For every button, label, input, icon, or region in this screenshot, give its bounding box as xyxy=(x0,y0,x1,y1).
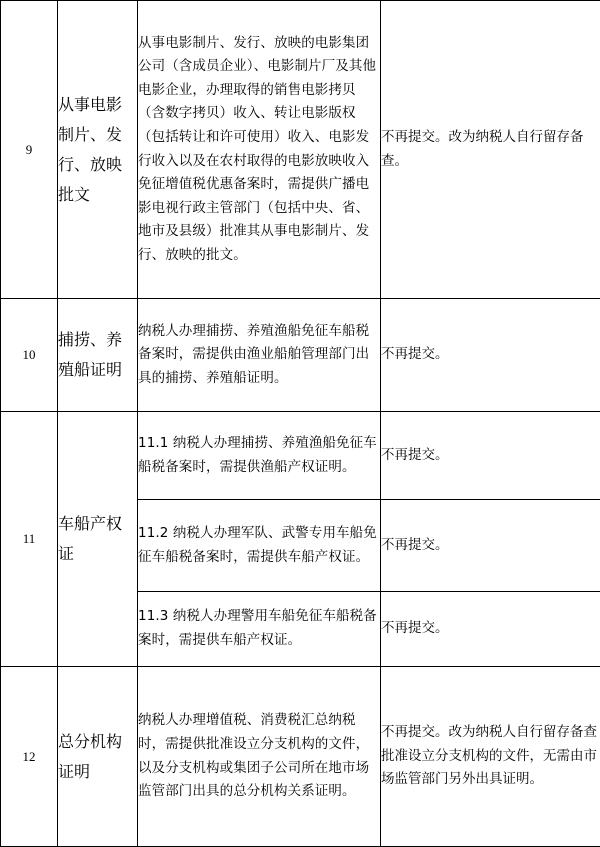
certificate-content: 纳税人办理捕捞、养殖渔船免征车船税备案时，需提供由渔业船舶管理部门出具的捕捞、养殖船证明。 xyxy=(138,299,381,412)
certificate-sub-content: 11.2 纳税人办理军队、武警专用车船免征车船税备案时，需提供车船产权证。 xyxy=(138,500,381,592)
certificate-name: 车船产权证 xyxy=(58,412,138,667)
certificate-content: 从事电影制片、发行、放映的电影集团公司（含成员企业）、电影制片厂及其他电影企业，办理取得的销售电影拷贝（含数字拷贝）收入、转让电影版权（包括转让和许可使用）收入、电影发行收入以及在农村取得的电影放映收入免征增值税优惠备案时，需提供广播电影电视行政主管部门（包括中央、省、地市及县级）批准其从事电影制片、发行、放映的批文。 xyxy=(138,1,381,299)
certificate-sub-content: 11.1 纳税人办理捕捞、养殖渔船免征车船税备案时，需提供渔船产权证明。 xyxy=(138,412,381,500)
handling-result: 不再提交。 xyxy=(381,500,600,592)
certificate-name: 总分机构证明 xyxy=(58,667,138,847)
certificate-name: 从事电影制片、发行、放映批文 xyxy=(58,1,138,299)
row-number: 9 xyxy=(1,1,58,299)
row-number: 10 xyxy=(1,299,58,412)
table-row xyxy=(1,667,600,847)
table-row xyxy=(1,299,600,412)
certificate-sub-content: 11.3 纳税人办理警用车船免征车船税备案时，需提供车船产权证。 xyxy=(138,592,381,667)
handling-result: 不再提交。 xyxy=(381,592,600,667)
row-number: 11 xyxy=(1,412,58,667)
row-number: 12 xyxy=(1,667,58,847)
table-row xyxy=(1,412,600,500)
certificate-name: 捕捞、养殖船证明 xyxy=(58,299,138,412)
certificate-content: 纳税人办理增值税、消费税汇总纳税时，需提供批准设立分支机构的文件，以及分支机构或集团子公司所在地市场监管部门出具的总分机构关系证明。 xyxy=(138,667,381,847)
table-row xyxy=(1,1,600,299)
handling-result: 不再提交。改为纳税人自行留存备查批准设立分支机构的文件，无需由市场监管部门另外出具证明。 xyxy=(381,667,600,847)
handling-result: 不再提交。 xyxy=(381,299,600,412)
handling-result: 不再提交。改为纳税人自行留存备查。 xyxy=(381,1,600,299)
handling-result: 不再提交。 xyxy=(381,412,600,500)
